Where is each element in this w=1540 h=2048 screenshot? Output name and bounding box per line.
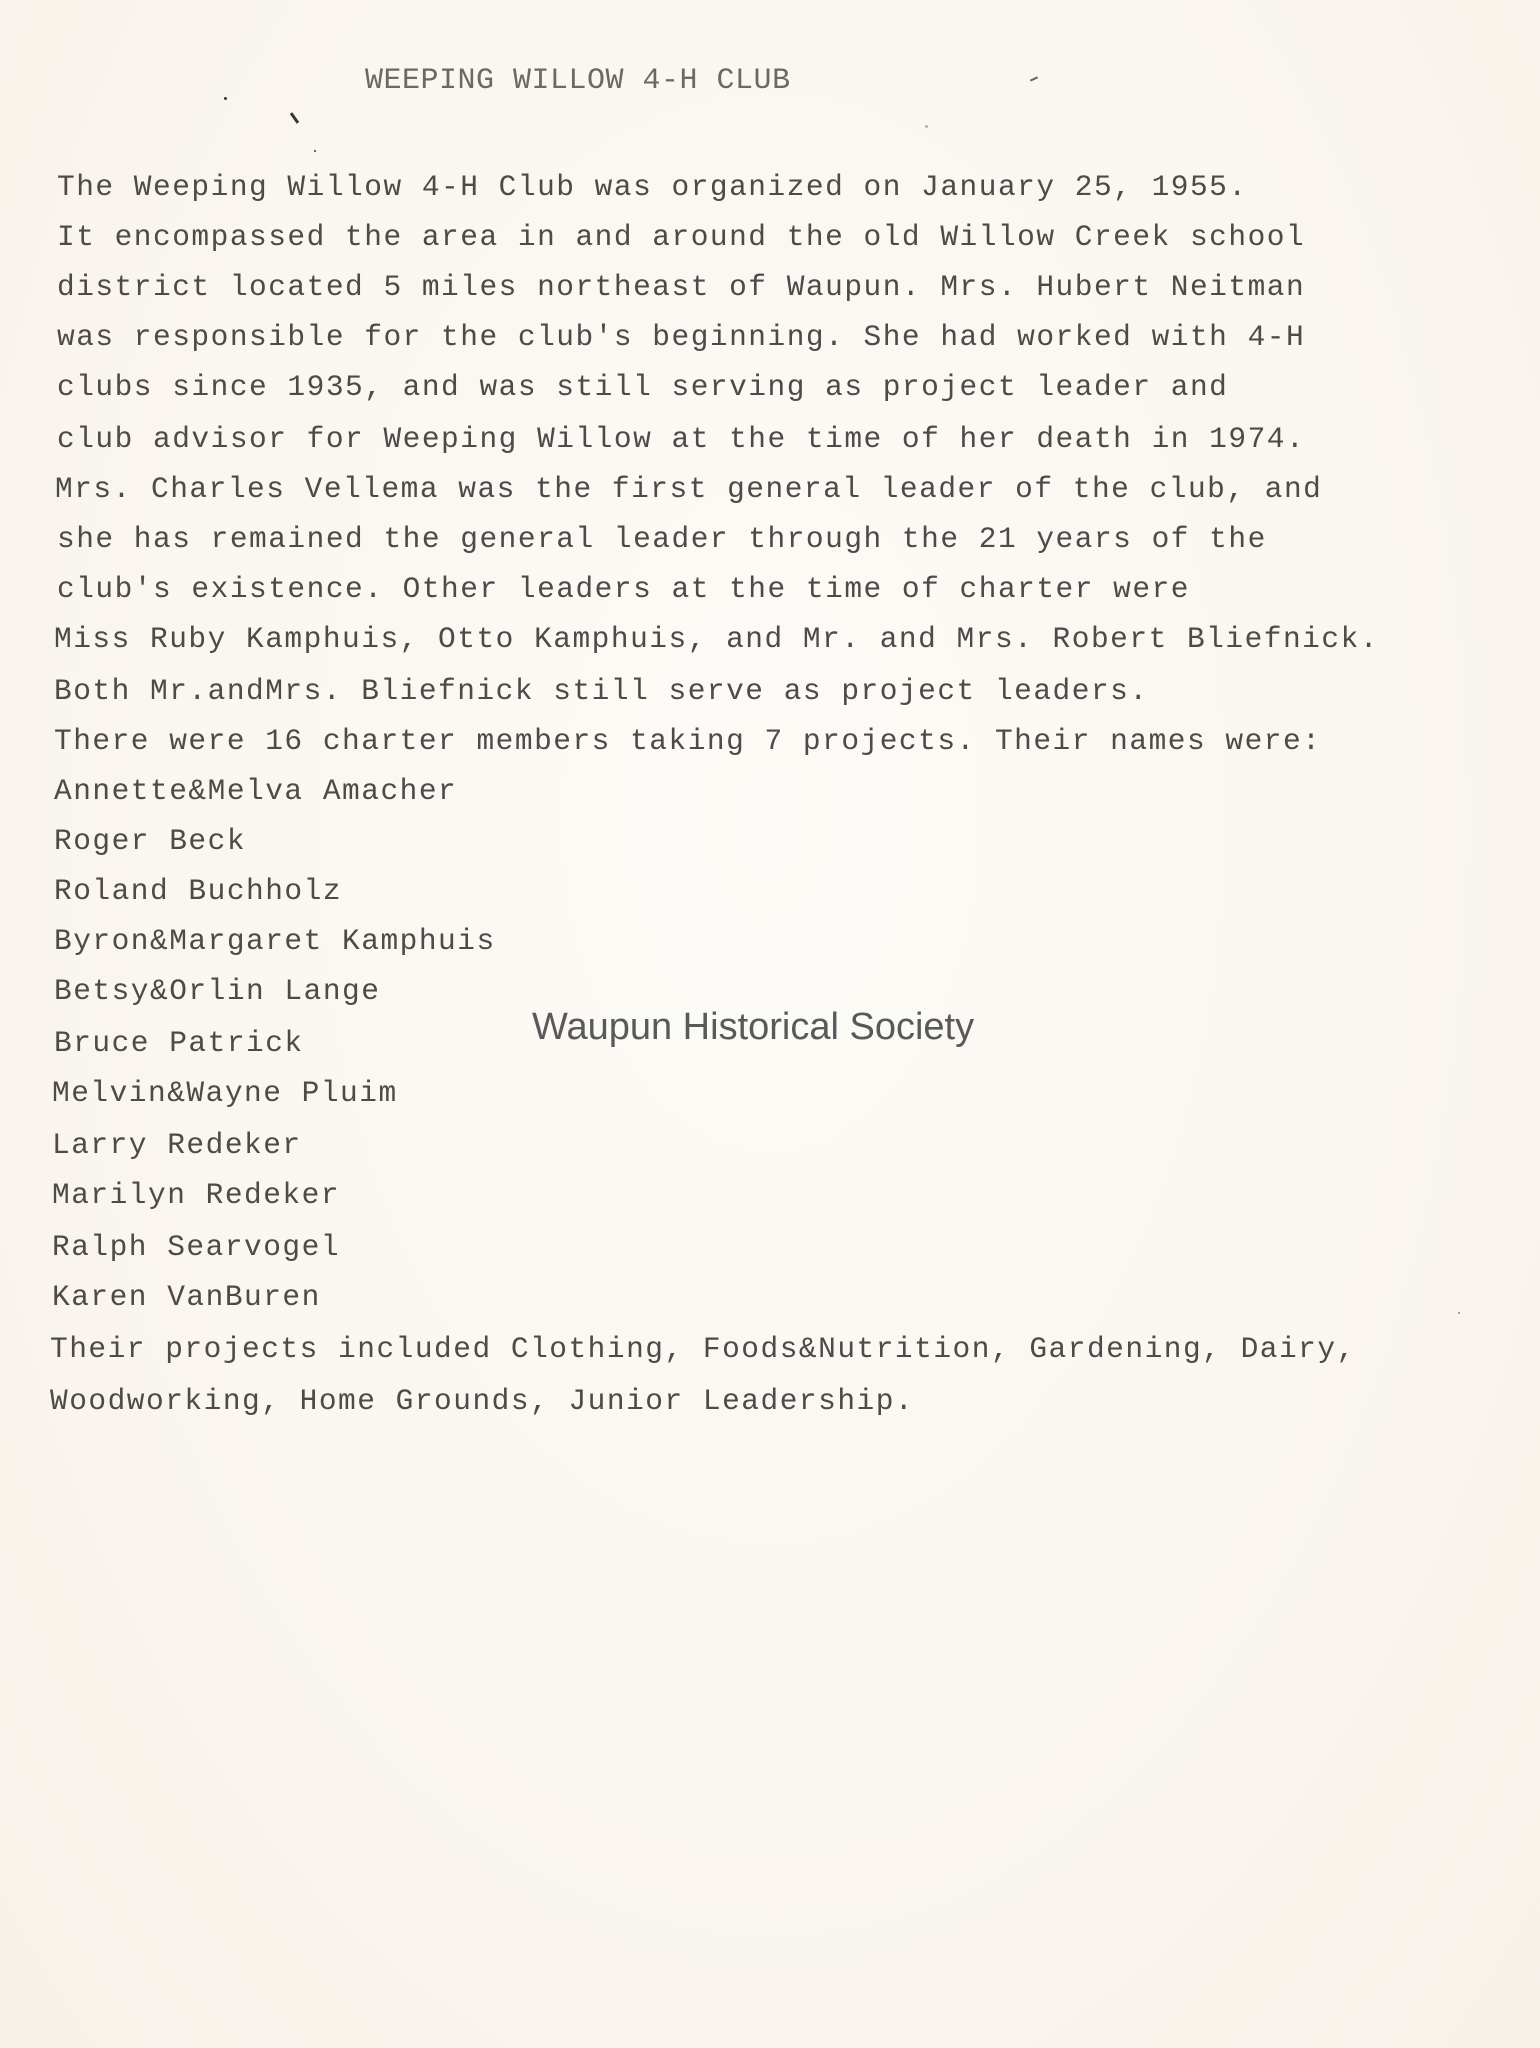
closing-line: Their projects included Clothing, Foods&Nutrition, Gardening, Dairy,: [50, 1332, 1356, 1366]
paper-speck: [224, 97, 227, 100]
paragraph-line: Mrs. Charles Vellema was the first general leader of the club, and: [55, 472, 1323, 506]
paragraph-line: Miss Ruby Kamphuis, Otto Kamphuis, and Mr. and Mrs. Robert Bliefnick.: [54, 622, 1379, 656]
watermark: Waupun Historical Society: [532, 1006, 975, 1048]
paragraph-line: Both Mr.andMrs. Bliefnick still serve as project leaders.: [54, 674, 1149, 708]
paragraph-line: It encompassed the area in and around the old Willow Creek school: [57, 220, 1306, 254]
document-title: WEEPING WILLOW 4-H CLUB: [365, 64, 791, 98]
member-name: Annette&Melva Amacher: [54, 774, 458, 808]
member-name: Roger Beck: [54, 824, 247, 858]
paper-speck: [1458, 1312, 1460, 1314]
member-name: Roland Buchholz: [54, 874, 343, 908]
member-name: Byron&Margaret Kamphuis: [54, 924, 496, 958]
paragraph-line: district located 5 miles northeast of Waupun. Mrs. Hubert Neitman: [57, 270, 1306, 304]
paragraph-line: clubs since 1935, and was still serving as project leader and: [57, 370, 1229, 404]
member-name: Larry Redeker: [52, 1128, 302, 1162]
member-name: Melvin&Wayne Pluim: [52, 1076, 398, 1110]
paragraph-line: club advisor for Weeping Willow at the time of her death in 1974.: [57, 422, 1306, 456]
closing-line: Woodworking, Home Grounds, Junior Leadership.: [50, 1384, 915, 1418]
paragraph-line: The Weeping Willow 4-H Club was organized on January 25, 1955.: [57, 170, 1248, 204]
paper-speck: [925, 125, 928, 128]
member-name: Marilyn Redeker: [52, 1178, 341, 1212]
paragraph-line: she has remained the general leader through the 21 years of the: [57, 522, 1267, 556]
paper-speck: [314, 150, 316, 152]
paragraph-line: club's existence. Other leaders at the time of charter were: [57, 572, 1190, 606]
paragraph-line: was responsible for the club's beginning. She had worked with 4-H: [57, 320, 1306, 354]
paper-mark: [1030, 76, 1038, 81]
member-name: Bruce Patrick: [54, 1026, 304, 1060]
paragraph-line: There were 16 charter members taking 7 projects. Their names were:: [54, 724, 1322, 758]
member-name: Karen VanBuren: [52, 1280, 321, 1314]
member-name: Ralph Searvogel: [52, 1230, 341, 1264]
member-name: Betsy&Orlin Lange: [54, 974, 381, 1008]
paper-mark: [290, 112, 299, 124]
